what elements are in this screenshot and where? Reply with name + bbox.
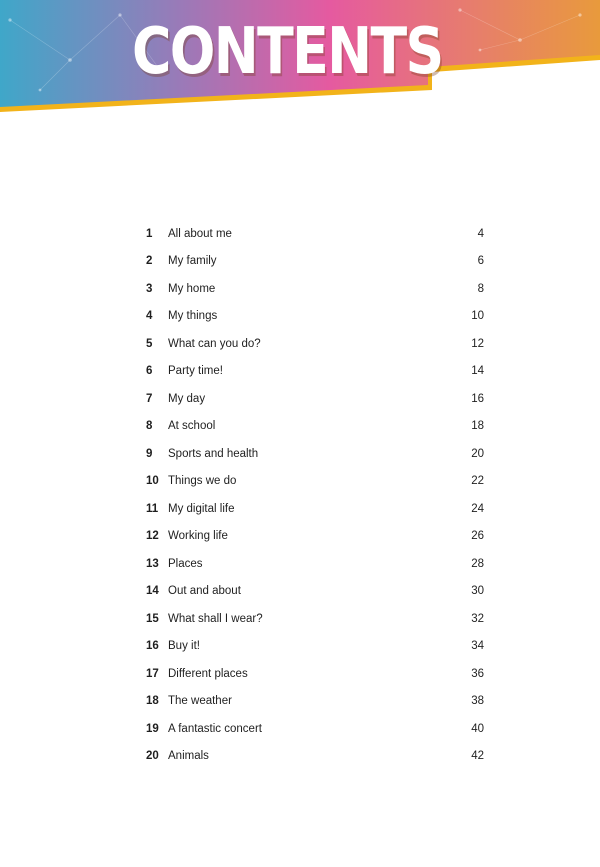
unit-number: 13 <box>146 557 159 570</box>
toc-row <box>146 578 484 606</box>
unit-title: Places <box>168 557 203 570</box>
unit-number: 16 <box>146 640 159 653</box>
page-number: 42 <box>471 750 484 763</box>
toc-row <box>146 660 484 688</box>
page-number: 22 <box>471 475 484 488</box>
unit-number: 17 <box>146 667 159 680</box>
unit-number: 6 <box>146 365 153 378</box>
page-number: 36 <box>471 667 484 680</box>
unit-title: My day <box>168 392 206 405</box>
unit-number: 11 <box>146 502 159 515</box>
unit-number: 5 <box>146 337 153 350</box>
unit-title: Animals <box>168 750 209 763</box>
toc-row <box>146 248 484 276</box>
unit-title: Party time! <box>168 365 223 378</box>
page-number: 16 <box>471 392 484 405</box>
toc-row <box>146 330 484 358</box>
unit-title: What shall I wear? <box>168 612 263 625</box>
page-number: 12 <box>471 337 484 350</box>
page-number: 6 <box>477 255 484 268</box>
unit-title: My digital life <box>168 502 235 515</box>
toc-row <box>146 385 484 413</box>
unit-number: 18 <box>146 695 159 708</box>
unit-number: 4 <box>146 310 153 323</box>
unit-title: My family <box>168 255 217 268</box>
page-number: 34 <box>471 640 484 653</box>
unit-title: Sports and health <box>168 447 259 460</box>
header-banner <box>0 0 600 120</box>
unit-title: Buy it! <box>168 640 200 653</box>
unit-title: The weather <box>168 695 232 708</box>
toc-row <box>146 275 484 303</box>
page-title: CONTENTS <box>132 15 443 89</box>
unit-number: 8 <box>146 420 153 433</box>
toc-row <box>146 440 484 468</box>
unit-number: 12 <box>146 530 159 543</box>
unit-title: A fantastic concert <box>168 722 262 735</box>
page-number: 32 <box>471 612 484 625</box>
page-number: 38 <box>471 695 484 708</box>
unit-title: Out and about <box>168 585 241 598</box>
unit-number: 1 <box>146 227 153 240</box>
page-number: 4 <box>477 227 484 240</box>
page-number: 14 <box>471 365 484 378</box>
page-number: 8 <box>477 282 484 295</box>
toc-row <box>146 743 484 771</box>
unit-title: All about me <box>168 227 232 240</box>
unit-number: 14 <box>146 585 159 598</box>
page-number: 10 <box>471 310 484 323</box>
toc-row <box>146 633 484 661</box>
unit-title: Things we do <box>168 475 237 488</box>
unit-number: 15 <box>146 612 159 625</box>
page-number: 26 <box>471 530 484 543</box>
toc-row <box>146 688 484 716</box>
unit-number: 10 <box>146 475 159 488</box>
unit-title: At school <box>168 420 216 433</box>
unit-number: 3 <box>146 282 153 295</box>
toc-row <box>146 715 484 743</box>
toc-row <box>146 413 484 441</box>
toc-row <box>146 358 484 386</box>
table-of-contents <box>146 220 484 770</box>
page-number: 40 <box>471 722 484 735</box>
unit-number: 7 <box>146 392 153 405</box>
toc-row <box>146 605 484 633</box>
toc-row <box>146 468 484 496</box>
unit-title: My home <box>168 282 216 295</box>
toc-row <box>146 303 484 331</box>
toc-row <box>146 495 484 523</box>
page-number: 24 <box>471 502 484 515</box>
toc-row <box>146 220 484 248</box>
unit-number: 19 <box>146 722 159 735</box>
page-number: 20 <box>471 447 484 460</box>
page-number: 18 <box>471 420 484 433</box>
unit-number: 2 <box>146 255 153 268</box>
toc-row <box>146 550 484 578</box>
unit-title: Working life <box>168 530 228 543</box>
unit-title: My things <box>168 310 218 323</box>
unit-title: What can you do? <box>168 337 261 350</box>
toc-row <box>146 523 484 551</box>
page-number: 30 <box>471 585 484 598</box>
unit-number: 9 <box>146 447 153 460</box>
unit-title: Different places <box>168 667 248 680</box>
unit-number: 20 <box>146 750 159 763</box>
page-number: 28 <box>471 557 484 570</box>
